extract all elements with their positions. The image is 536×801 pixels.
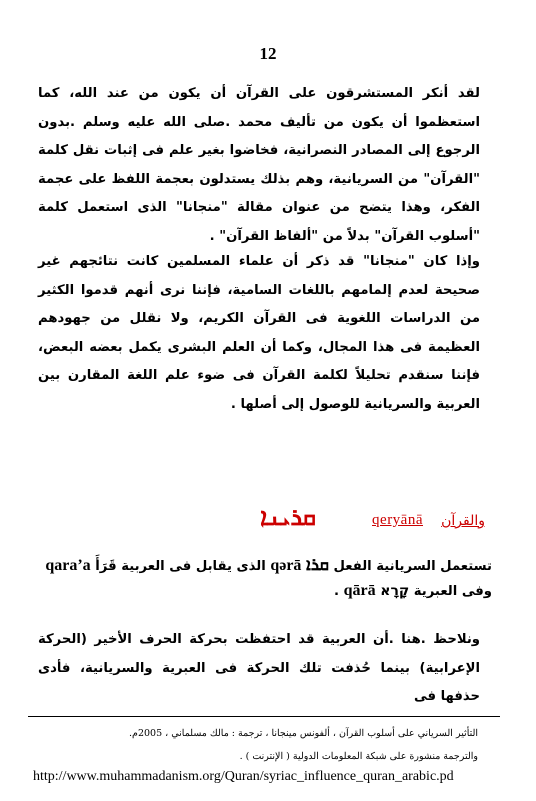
- syriac-verb: ܩܪܐ: [306, 555, 329, 575]
- paragraph-3: ونلاحظ .هنا .أن العربية قد احتفظت بحركة الحرف الأخير (الحركة الإعرابية) بينما حُذفت تلك الحركة فى العبرية والسريانية، فأدى حذفها فى: [38, 632, 480, 704]
- section-heading: [260, 497, 485, 533]
- usage-line-1: [38, 555, 492, 575]
- translit-verb: qərā: [270, 557, 302, 574]
- footnote-1: التأثير السرياني على أسلوب القرآن ، ألفونس مينجانا ، ترجمة : مالك مسلماني ، 2005م.: [129, 728, 478, 739]
- usage-line-2: وفى العبرية קָרָא qārā .: [334, 582, 492, 599]
- latin-verb: qara’a: [45, 557, 91, 574]
- paragraph-2: وإذا كان "منجانا" قد ذكر أن علماء المسلمين كانت نتائجهم غير صحيحة لعدم إلمامهم باللغات السامية، فإننا نرى أنهم قدموا الكثير من الدراسات اللغوية فى القرآن الكريم، ولا نقلل من جهودهم العظيمة فى هذا المجال، وكما أن العلم البشرى يكمل بعضه البعض، فإننا سنقدم تحليلاً لكلمة القرآن فى ضوء علم اللغة المقارن بين العربية والسريانية للوصول إلى أصلها .: [38, 254, 480, 412]
- arabic-verb: قَرَأَ: [95, 559, 117, 574]
- footnote-divider: [28, 716, 500, 717]
- usage-text-b: الذى يقابل فى العربية: [121, 559, 266, 574]
- heading-syriac: ܩܪܝܢܐ: [260, 503, 316, 531]
- usage-text-a: تستعمل السريانية الفعل: [333, 559, 492, 574]
- heading-arabic: والقرآن: [441, 513, 485, 529]
- usage-text-2: وفى العبرية: [413, 584, 492, 599]
- latin-hebrew: qārā: [343, 582, 376, 599]
- hebrew-verb: קָרָא: [380, 583, 410, 599]
- paragraph-1: لقد أنكر المستشرقون على القرآن أن يكون من عند الله، كما استعظموا أن يكون من تأليف محمد .صلى الله عليه وسلم .بدون الرجوع إلى المصادر النصرانية، فخاضوا بغير علم فى إثبات نقل كلمة "القرآن" من السريانية، وهم بذلك يستدلون بعجمة اللفظ على عجمة الفكر، وهذا يتضح من عنوان مقالة "منجانا" الذى استعمل كلمة "أسلوب القرآن" بدلاً من "ألفاظ القرآن" .: [38, 86, 480, 244]
- page-number: 12: [259, 44, 277, 63]
- heading-transliteration: qeryānā: [372, 512, 423, 528]
- footnote-2: والترجمة منشورة على شبكة المعلومات الدولية ( الإنترنت ) .: [239, 751, 478, 762]
- footnote-url: http://www.muhammadanism.org/Quran/syriac_influence_quran_arabic.pd: [33, 769, 454, 784]
